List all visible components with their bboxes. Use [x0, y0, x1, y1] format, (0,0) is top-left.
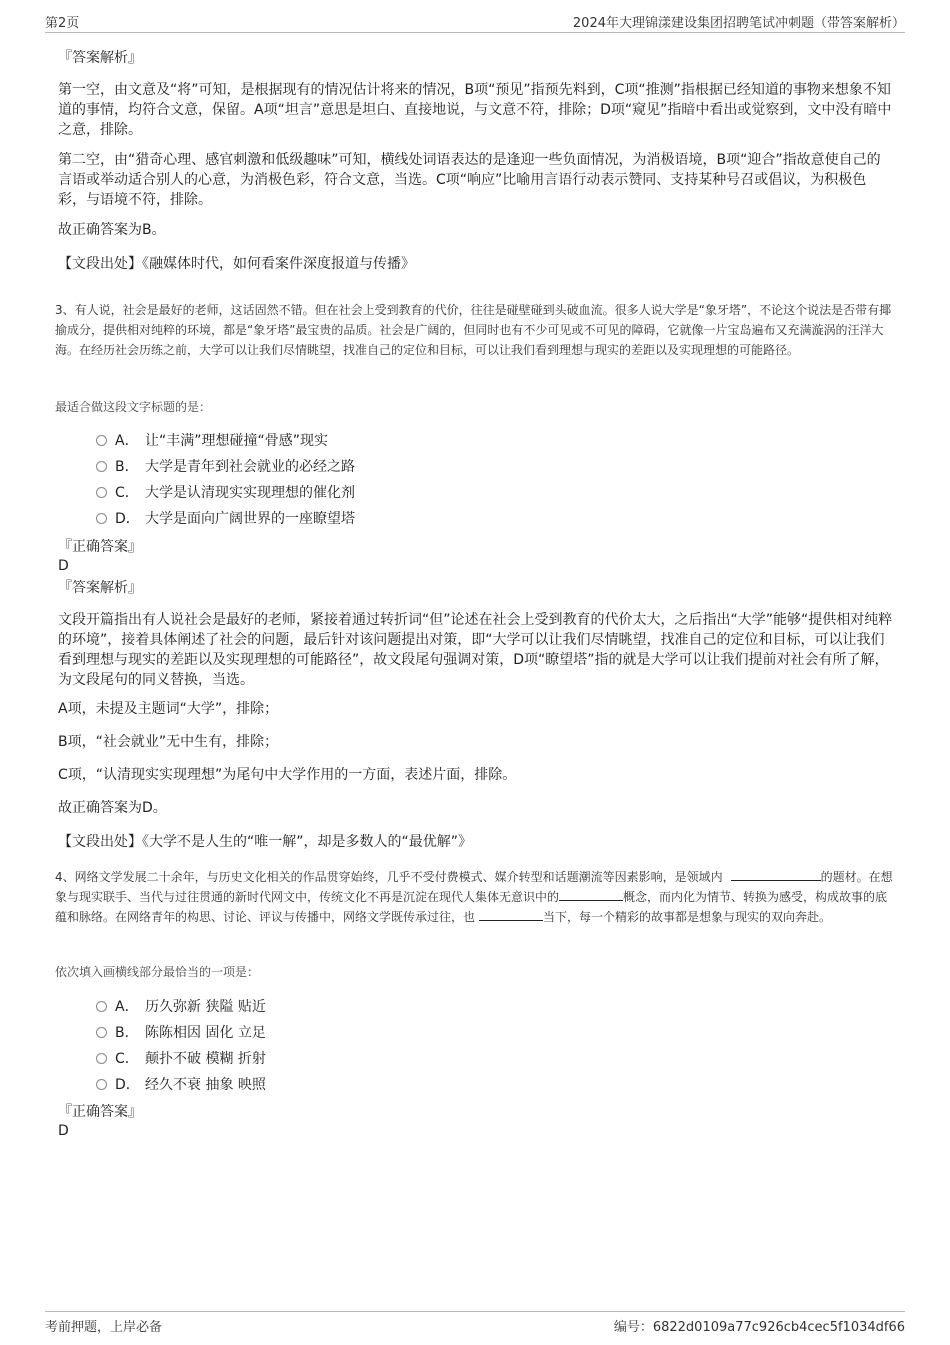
option-a[interactable] — [96, 997, 266, 1017]
option-letter: B． — [115, 1025, 139, 1041]
fill-blank-2 — [559, 888, 623, 901]
option-c[interactable] — [96, 483, 355, 503]
source-citation: 【文段出处】《融媒体时代，如何看案件深度报道与传播》 — [58, 256, 415, 272]
option-letter: A． — [115, 999, 139, 1015]
option-d[interactable] — [96, 1075, 266, 1095]
radio-icon[interactable] — [96, 487, 107, 498]
document-id: 编号：6822d0109a77c926cb4cec5f1034df66 — [613, 1320, 905, 1335]
option-letter: C． — [115, 485, 139, 501]
option-text: 大学是青年到社会就业的必经之路 — [145, 459, 355, 475]
stem-part: 的题材。在想象与现实联手、当代与过往贯通的新时代网文中，传统文化不再是沉淀在现代人集体无意识中的 — [55, 870, 893, 904]
stem-part: 当下，每一个精彩的故事都是想象与现实的双向奔赴。 — [543, 910, 832, 924]
option-d[interactable] — [96, 509, 355, 529]
option-a[interactable] — [96, 431, 328, 451]
option-letter: D． — [115, 511, 140, 527]
radio-icon[interactable] — [96, 513, 107, 524]
option-text: 大学是认清现实实现理想的催化剂 — [145, 485, 355, 501]
correct-answer: D — [58, 1123, 69, 1139]
analysis-paragraph: 文段开篇指出有人说社会是最好的老师，紧接着通过转折词“但”论述在社会上受到教育的代价太大，之后指出“大学”能够“提供相对纯粹的环境”，接着具体阐述了社会的问题，最后针对该问题提出对策，即“大学可以让我们尽情眺望，找准自己的定位和目标，可以让我们看到理想与现实的差距以及实现理想的可能路径”，故文段尾句强调对策，D项“瞭望塔”指的就是大学可以让我们提前对社会有所了解，为文段尾句的同义替换，当选。 — [58, 612, 893, 688]
fill-blank-1 — [731, 868, 821, 881]
page-header — [45, 12, 905, 33]
option-text: 经久不衰 抽象 映照 — [145, 1077, 266, 1093]
page-footer — [45, 1311, 905, 1336]
radio-icon[interactable] — [96, 1027, 107, 1038]
conclusion-text: 故正确答案为D。 — [58, 800, 167, 816]
option-c-note: C项，“认清现实实现理想”为尾句中大学作用的一方面，表述片面，排除。 — [58, 767, 517, 783]
option-c[interactable] — [96, 1049, 266, 1069]
document-title: 2024年大理锦漾建设集团招聘笔试冲刺题（带答案解析） — [572, 16, 905, 31]
question-prompt: 依次填入画横线部分最恰当的一项是： — [55, 965, 260, 979]
question-stem: 3、有人说，社会是最好的老师，这话固然不错。但在社会上受到教育的代价，往往是碰壁碰到头破血流。很多人说大学是“象牙塔”，不论这个说法是否带有揶揄成分，提供相对纯粹的环境，都是“象牙塔”最宝贵的品质。社会是广阔的，但同时也有不少可见或不可见的障碍，它就像一片宝岛遍布又充满漩涡的汪洋大海。在经历社会历练之前，大学可以让我们尽情眺望，找准自己的定位和目标，可以让我们看到理想与现实的差距以及实现理想的可能路径。 — [55, 303, 892, 357]
option-text: 大学是面向广阔世界的一座瞭望塔 — [145, 511, 355, 527]
correct-answer-label: 『正确答案』 — [58, 1104, 142, 1120]
analysis-paragraph: 第一空，由文意及“将”可知，是根据现有的情况估计将来的情况，B项“预见”指预先料到，C项“推测”指根据已经知道的事物来想象不知道的事情，均符合文意，保留。A项“坦言”意思是坦白、直接地说，与文意不符，排除；D项“窥见”指暗中看出或觉察到，文中没有暗中之意，排除。 — [58, 82, 892, 138]
radio-icon[interactable] — [96, 1053, 107, 1064]
conclusion-text: 故正确答案为B。 — [58, 222, 166, 238]
stem-part: 概念，而内化为情节、转换为感受，构成故事的底蕴和脉络。在网络青年的构思、讨论、评议与传播中，网络文学既传承过往，也 — [55, 890, 888, 924]
option-b-note: B项，“社会就业”无中生有，排除； — [58, 734, 279, 750]
radio-icon[interactable] — [96, 1001, 107, 1012]
page-number: 第2页 — [45, 16, 80, 31]
radio-icon[interactable] — [96, 461, 107, 472]
fill-blank-3 — [479, 908, 543, 921]
option-a-note: A项，未提及主题词“大学”，排除； — [58, 701, 279, 717]
option-text: 让“丰满”理想碰撞“骨感”现实 — [145, 433, 329, 449]
correct-answer-label: 『正确答案』 — [58, 539, 142, 555]
stem-part: 4、网络文学发展二十余年，与历史文化相关的作品贯穿始终，几乎不受付费模式、媒介转型和话题潮流等因素影响，是领域内 — [55, 870, 723, 884]
analysis-label: 『答案解析』 — [58, 580, 142, 596]
option-letter: C． — [115, 1051, 139, 1067]
question-prompt: 最适合做这段文字标题的是： — [55, 400, 212, 414]
question-stem — [55, 867, 898, 927]
radio-icon[interactable] — [96, 1079, 107, 1090]
analysis-label: 『答案解析』 — [58, 50, 142, 66]
option-b[interactable] — [96, 1023, 266, 1043]
correct-answer: D — [58, 558, 69, 574]
option-text: 颠扑不破 模糊 折射 — [145, 1051, 266, 1067]
option-b[interactable] — [96, 457, 355, 477]
option-text: 历久弥新 狭隘 贴近 — [145, 999, 266, 1015]
option-letter: A． — [115, 433, 139, 449]
analysis-paragraph: 第二空，由“猎奇心理、感官刺激和低级趣味”可知，横线处词语表达的是逢迎一些负面情况，为消极语境，B项“迎合”指故意使自己的言语或举动适合别人的心意，为消极色彩，符合文意，当选。C项“响应”比喻用言语行动表示赞同、支持某种号召或倡议，为积极色彩，与语境不符，排除。 — [58, 152, 881, 208]
option-letter: D． — [115, 1077, 140, 1093]
option-letter: B． — [115, 459, 139, 475]
source-citation: 【文段出处】《大学不是人生的“唯一解”，却是多数人的“最优解”》 — [58, 834, 473, 850]
option-text: 陈陈相因 固化 立足 — [145, 1025, 266, 1041]
footer-slogan: 考前押题，上岸必备 — [45, 1320, 163, 1335]
radio-icon[interactable] — [96, 435, 107, 446]
